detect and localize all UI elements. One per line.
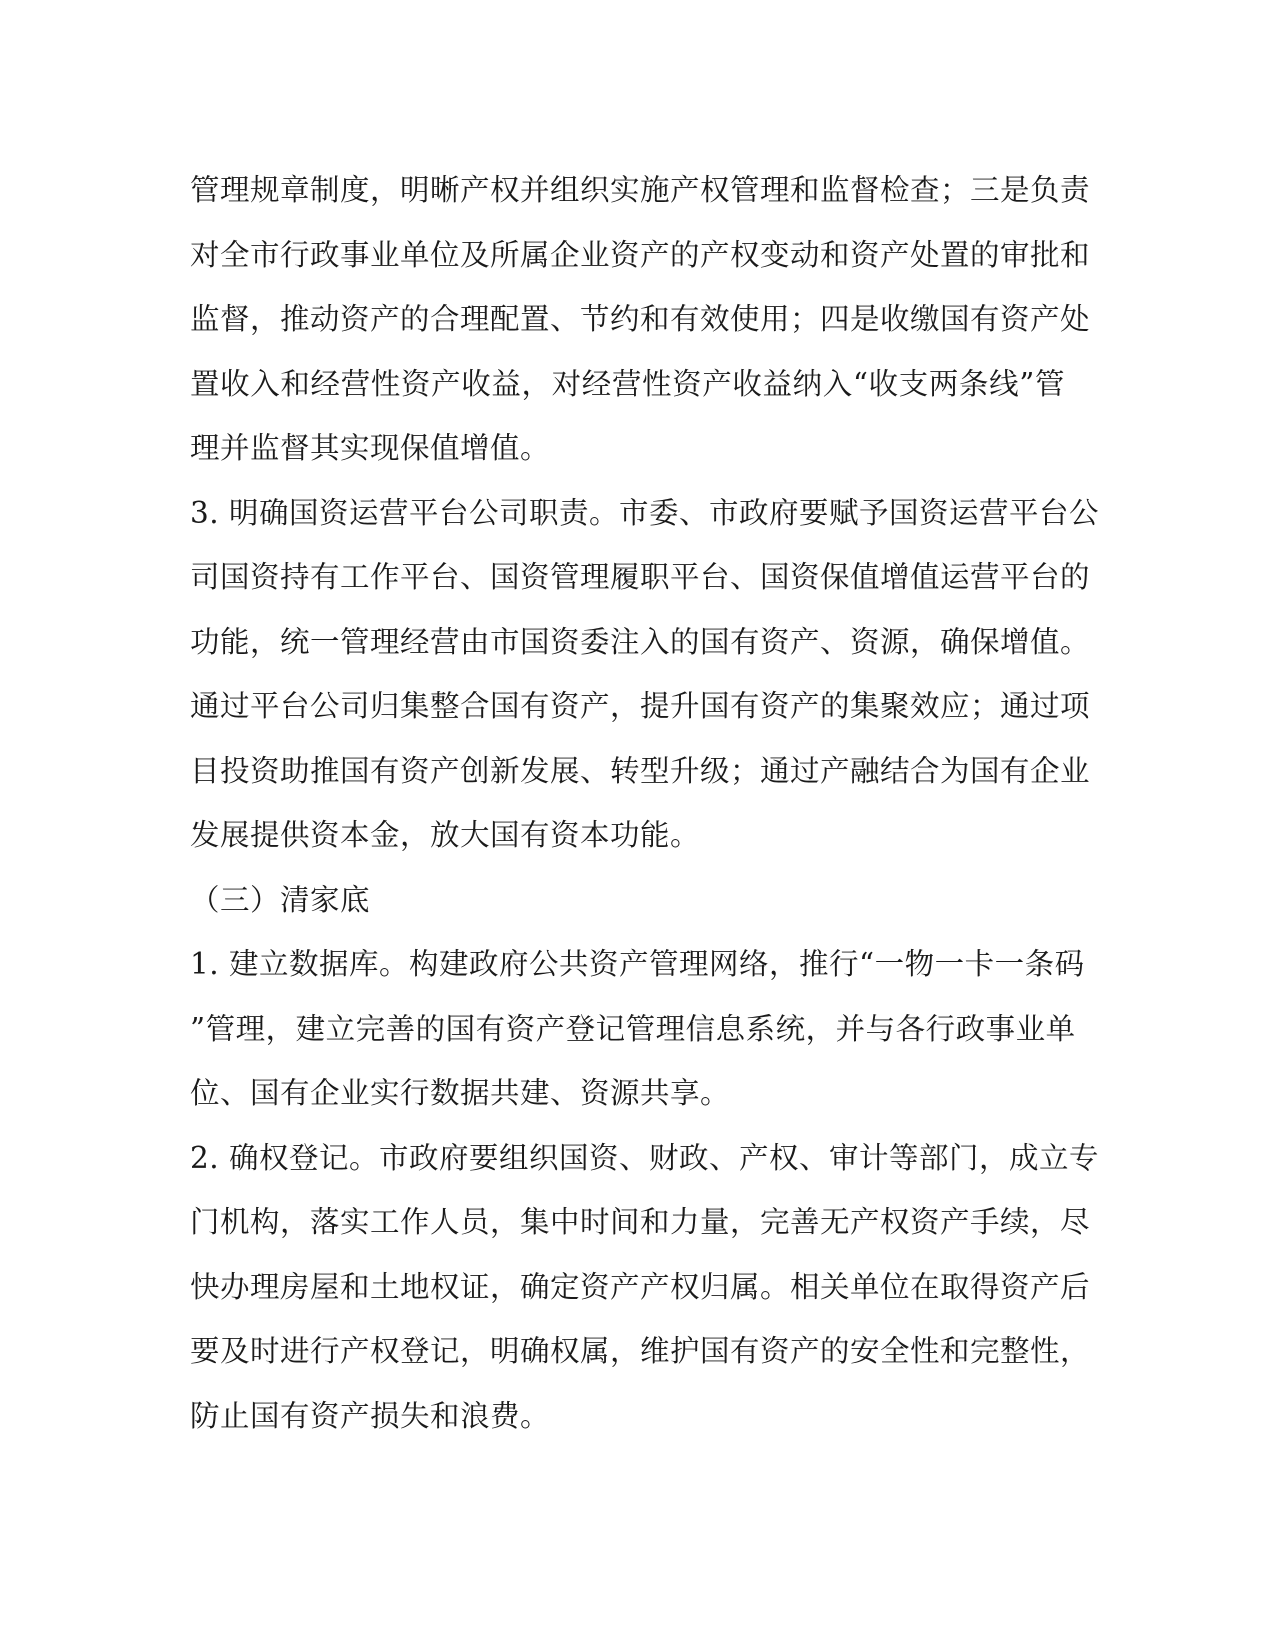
text-line: 司国资持有工作平台、国资管理履职平台、国资保值增值运营平台的 [190,560,1091,594]
text-line: 门机构，落实工作人员，集中时间和力量，完善无产权资产手续，尽 [190,1205,1091,1239]
text-line: 防止国有资产损失和浪费。 [190,1398,551,1433]
body-text [190,158,1100,1448]
text-line: 置收入和经营性资产收益，对经营性资产收益纳入“收支两条线”管 [190,366,1065,401]
text-line: 位、国有企业实行数据共建、资源共享。 [190,1076,731,1110]
text-line: 快办理房屋和土地权证，确定资产产权归属。相关单位在取得资产后 [190,1269,1091,1304]
text-line: 功能，统一管理经营由市国资委注入的国有资产、资源，确保增值。 [190,624,1091,659]
text-line: 1. 建立数据库。构建政府公共资产管理网络，推行“一物一卡一条码 [190,947,1085,981]
text-line: 2. 确权登记。市政府要组织国资、财政、产权、审计等部门，成立专 [190,1140,1100,1175]
text-line: 3. 明确国资运营平台公司职责。市委、市政府要赋予国资运营平台公 [190,495,1100,530]
text-line: 发展提供资本金，放大国有资本功能。 [190,818,701,852]
text-line: 理并监督其实现保值增值。 [190,431,551,465]
text-line: ”管理，建立完善的国有资产登记管理信息系统，并与各行政事业单 [190,1011,1076,1046]
text-line: 对全市行政事业单位及所属企业资产的产权变动和资产处置的审批和 [190,237,1091,272]
section-heading: （三）清家底 [190,882,371,917]
text-line: 管理规章制度，明晰产权并组织实施产权管理和监督检查；三是负责 [190,173,1091,207]
text-line: 要及时进行产权登记，明确权属，维护国有资产的安全性和完整性， [190,1334,1091,1368]
text-line: 目投资助推国有资产创新发展、转型升级；通过产融结合为国有企业 [190,753,1091,788]
text-line: 通过平台公司归集整合国有资产，提升国有资产的集聚效应；通过项 [190,689,1091,723]
text-line: 监督，推动资产的合理配置、节约和有效使用；四是收缴国有资产处 [190,302,1091,336]
